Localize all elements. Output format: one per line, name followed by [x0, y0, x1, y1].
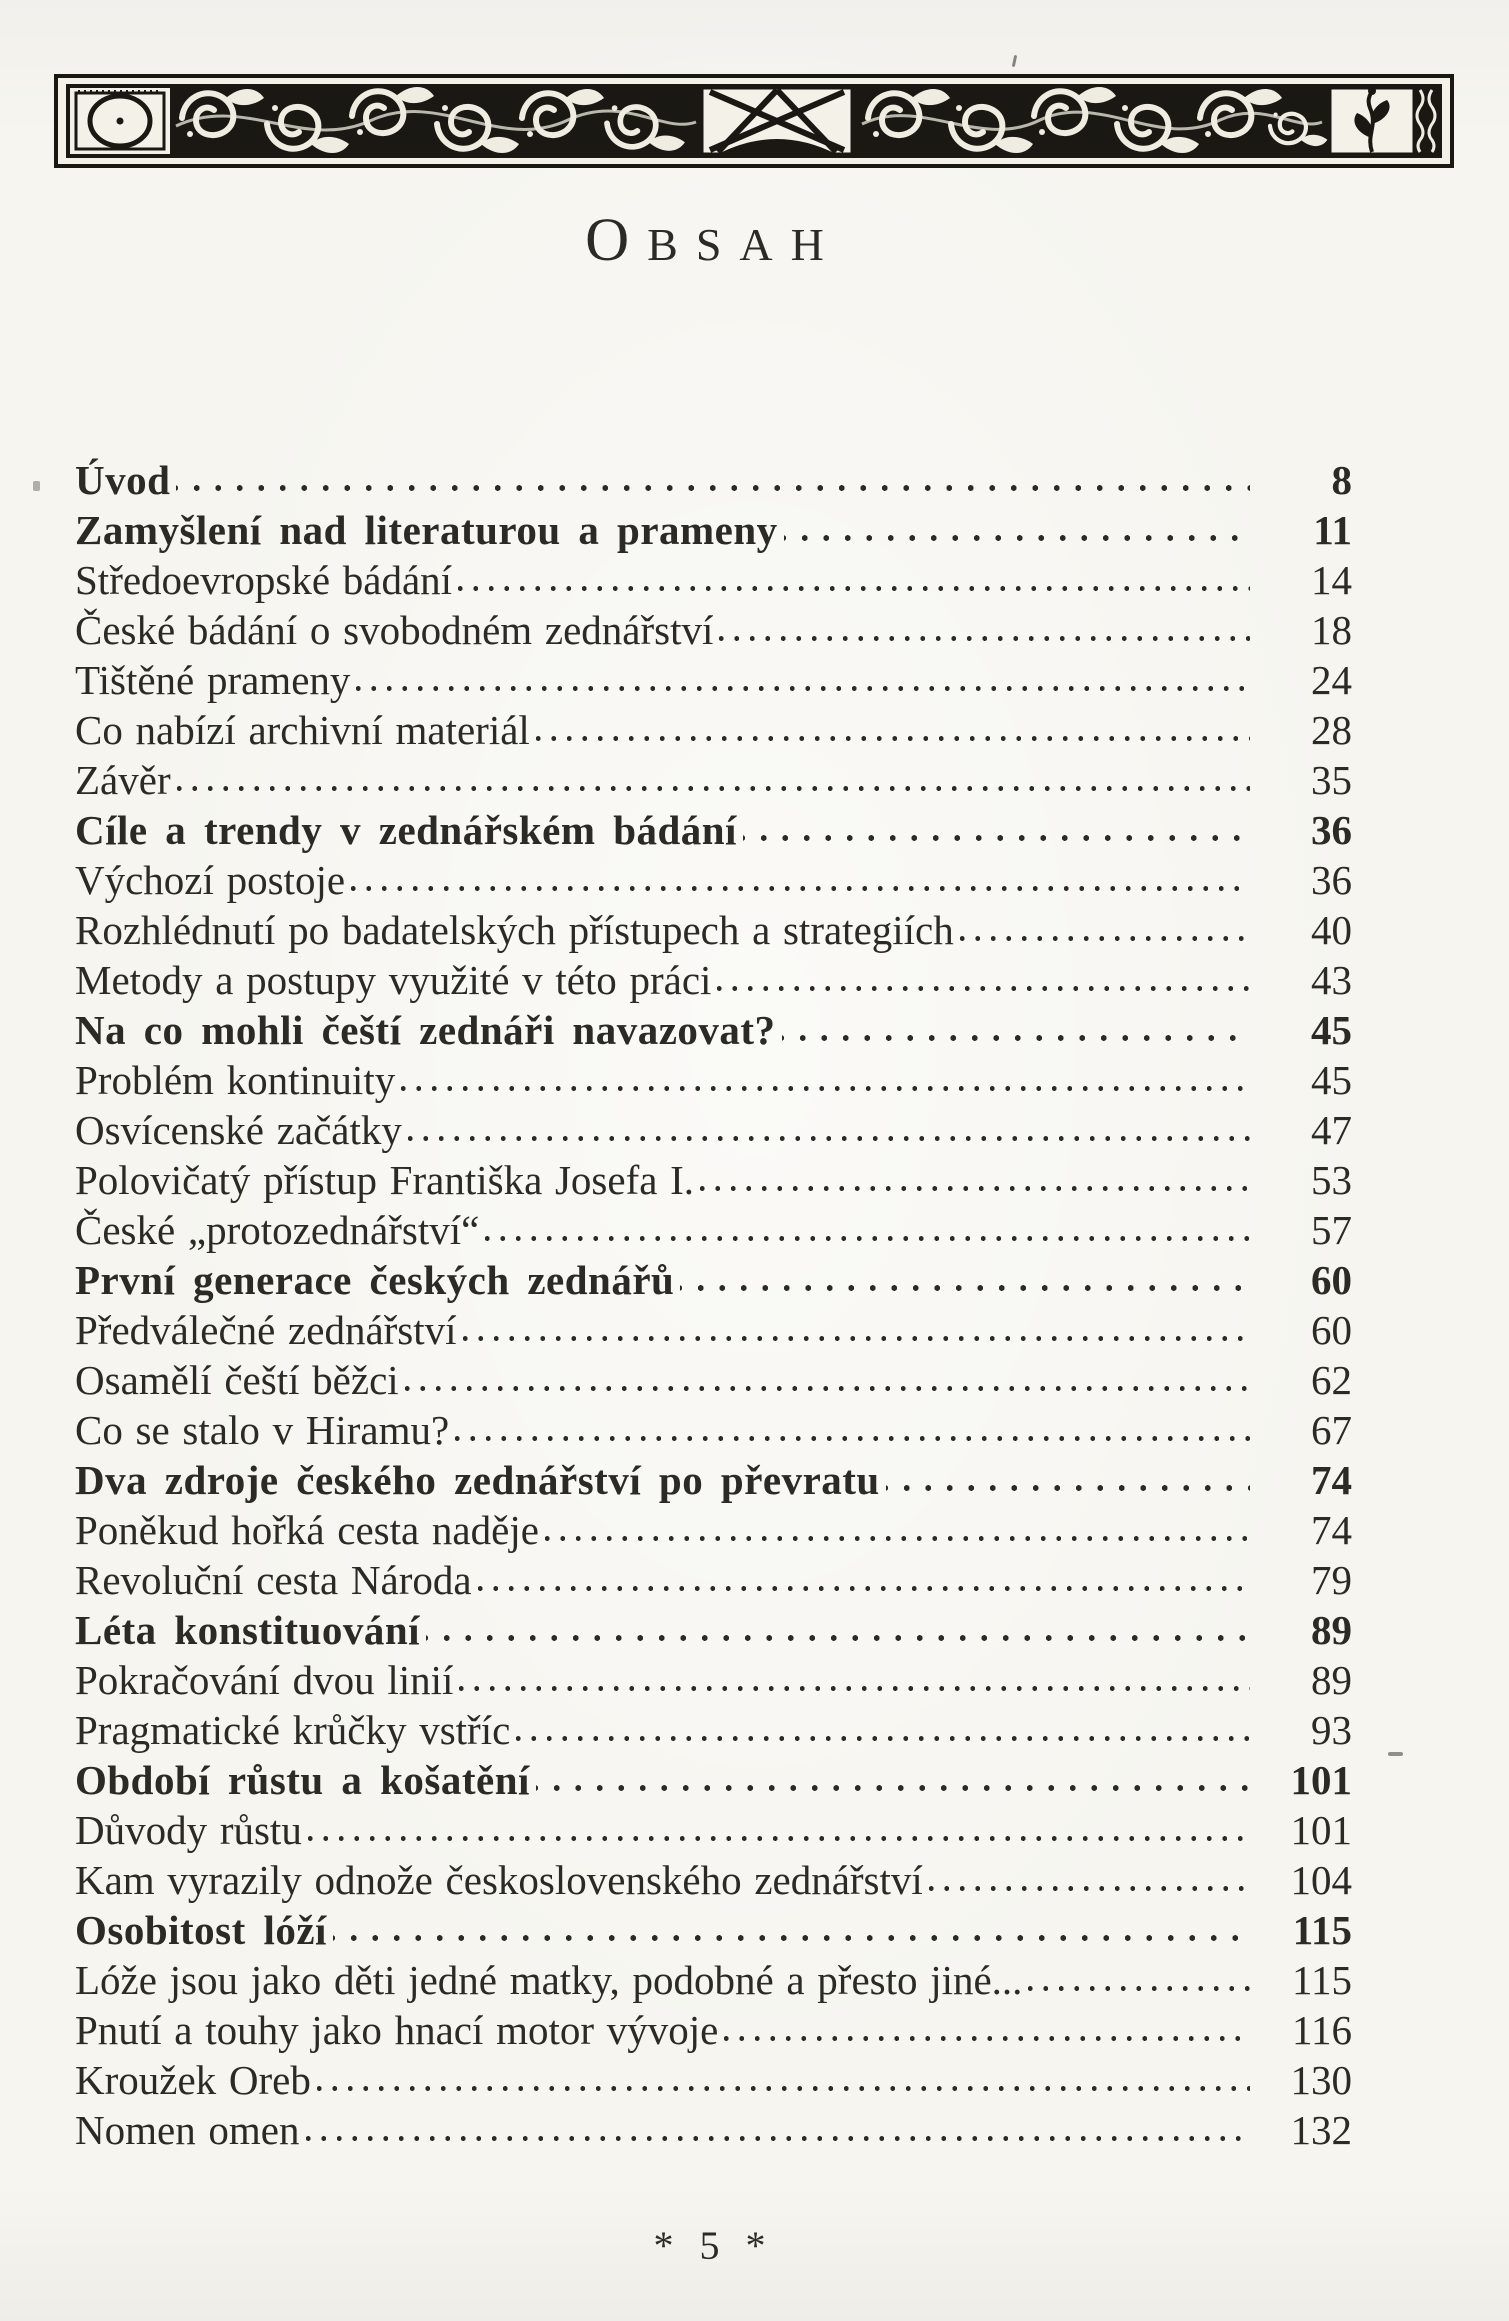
- toc-entry-page: 36: [1311, 857, 1352, 903]
- toc-entry: [75, 655, 1352, 705]
- toc-entry: [75, 505, 1352, 555]
- dot-leader: [405, 1384, 1250, 1394]
- toc-entry-label: Předválečné zednářství: [75, 1307, 457, 1353]
- toc-entry: [75, 605, 1352, 655]
- toc-entry: [75, 2105, 1352, 2155]
- dot-leader: [960, 934, 1250, 944]
- toc-entry-page: 57: [1311, 1207, 1352, 1253]
- toc-entry-label: Problém kontinuity: [75, 1057, 396, 1103]
- toc-entry-label: Úvod: [75, 457, 171, 503]
- dot-leader: [545, 1534, 1250, 1544]
- toc-entry-page: 47: [1311, 1107, 1352, 1153]
- ornament-banner-graphic: [54, 74, 1454, 168]
- toc-entry-label: Poněkud hořká cesta naděje: [75, 1507, 539, 1553]
- scan-artifact: [33, 481, 40, 491]
- dot-leader: [782, 1033, 1251, 1044]
- dot-leader: [536, 734, 1250, 744]
- toc-entry-label: Rozhlédnutí po badatelských přístupech a strategiích: [75, 907, 954, 953]
- toc-entry: [75, 1705, 1352, 1755]
- dot-leader: [306, 2134, 1251, 2144]
- toc-entry-page: 115: [1292, 1907, 1352, 1953]
- dot-leader: [408, 1134, 1250, 1144]
- dot-leader: [426, 1633, 1250, 1644]
- toc-entry-page: 60: [1311, 1307, 1352, 1353]
- toc-entry-page: 115: [1292, 1957, 1352, 2003]
- dot-leader: [351, 884, 1250, 894]
- toc-entry-page: 45: [1311, 1057, 1352, 1103]
- toc-entry: [75, 555, 1352, 605]
- dot-leader: [177, 784, 1250, 794]
- toc-entry: [75, 1905, 1352, 1955]
- toc-entry: [75, 455, 1352, 505]
- toc-entry-label: Kroužek Oreb: [75, 2057, 311, 2103]
- masonic-lattice-icon: [702, 88, 852, 154]
- toc-entry-page: 130: [1290, 2057, 1352, 2103]
- dot-leader: [455, 1434, 1250, 1444]
- toc-entry-page: 74: [1311, 1507, 1352, 1553]
- dot-leader: [401, 1084, 1250, 1094]
- toc-entry: [75, 1205, 1352, 1255]
- dot-leader: [1028, 1984, 1250, 1994]
- dot-leader: [929, 1884, 1250, 1894]
- toc-entry-label: Osobitost lóží: [75, 1907, 327, 1953]
- ornament-banner: [54, 74, 1454, 168]
- toc-entry-page: 18: [1311, 607, 1352, 653]
- toc-entry-label: Pragmatické krůčky vstříc: [75, 1707, 511, 1753]
- toc-entry: [75, 1655, 1352, 1705]
- toc-entry-label: Cíle a trendy v zednářském bádání: [75, 807, 737, 853]
- toc-entry-label: Osvícenské začátky: [75, 1107, 402, 1153]
- toc-entry-page: 14: [1311, 557, 1352, 603]
- toc-entry-page: 43: [1311, 957, 1352, 1003]
- toc-entry-label: Polovičatý přístup Františka Josefa I.: [75, 1157, 695, 1203]
- dot-leader: [743, 833, 1250, 844]
- dot-leader: [333, 1933, 1250, 1944]
- toc-entry-page: 116: [1292, 2007, 1352, 2053]
- toc-entry: [75, 1305, 1352, 1355]
- toc-entry-label: Nomen omen: [75, 2107, 300, 2153]
- toc-entry: [75, 1355, 1352, 1405]
- toc-entry-page: 40: [1311, 907, 1352, 953]
- toc-entry-label: Období růstu a košatění: [75, 1757, 530, 1803]
- toc-entry-page: 24: [1311, 657, 1352, 703]
- dot-leader: [784, 533, 1250, 544]
- toc-entry-label: České „protozednářství“: [75, 1207, 480, 1253]
- dot-leader: [700, 1184, 1250, 1194]
- toc-entry-label: Co nabízí archivní materiál: [75, 707, 530, 753]
- toc-entry-page: 79: [1311, 1557, 1352, 1603]
- scan-artifact: [1388, 1752, 1403, 1756]
- dot-leader: [516, 1734, 1250, 1744]
- dot-leader: [886, 1483, 1250, 1494]
- toc-entry-label: Co se stalo v Hiramu?: [75, 1407, 450, 1453]
- toc-entry-label: Pnutí a touhy jako hnací motor vývoje: [75, 2007, 719, 2053]
- toc-entry-page: 132: [1290, 2107, 1352, 2153]
- dot-leader: [459, 1684, 1250, 1694]
- toc-entry: [75, 1455, 1352, 1505]
- dot-leader: [717, 984, 1250, 994]
- toc-entry-label: První generace českých zednářů: [75, 1257, 675, 1303]
- toc-entry: [75, 1605, 1352, 1655]
- toc-entry-label: Léta konstituování: [75, 1607, 421, 1653]
- toc-entry-page: 8: [1331, 457, 1352, 503]
- dot-leader: [356, 684, 1250, 694]
- toc-entry: [75, 955, 1352, 1005]
- toc-entry-page: 93: [1311, 1707, 1352, 1753]
- toc-entry: [75, 1105, 1352, 1155]
- toc-entry: [75, 1855, 1352, 1905]
- dot-leader: [463, 1334, 1250, 1344]
- toc-entry-page: 101: [1290, 1807, 1352, 1853]
- toc-entry-page: 60: [1311, 1257, 1352, 1303]
- toc-entry-label: Dva zdroje českého zednářství po převratu: [75, 1457, 880, 1503]
- toc-entry: [75, 2055, 1352, 2105]
- toc-entry: [75, 1405, 1352, 1455]
- toc-entry-page: 53: [1311, 1157, 1352, 1203]
- toc-entry-page: 104: [1290, 1857, 1352, 1903]
- toc-entry-page: 28: [1311, 707, 1352, 753]
- toc-entry-label: Metody a postupy využité v této práci: [75, 957, 712, 1003]
- scan-artifact: [1012, 55, 1017, 67]
- toc-entry-page: 36: [1311, 807, 1352, 853]
- dot-leader: [176, 483, 1250, 494]
- toc-entry-label: Středoevropské bádání: [75, 557, 453, 603]
- toc-entry: [75, 705, 1352, 755]
- dot-leader: [724, 2034, 1250, 2044]
- toc-entry: [75, 1255, 1352, 1305]
- toc-entry-label: Revoluční cesta Národa: [75, 1557, 472, 1603]
- toc-entry-label: Osamělí čeští běžci: [75, 1357, 399, 1403]
- toc-entry-page: 74: [1311, 1457, 1352, 1503]
- toc-entry-page: 89: [1311, 1607, 1352, 1653]
- toc-entry-page: 101: [1290, 1757, 1352, 1803]
- toc-entry-label: Zamyšlení nad literaturou a prameny: [75, 507, 778, 553]
- toc-entry: [75, 1055, 1352, 1105]
- toc-entry: [75, 755, 1352, 805]
- toc-entry: [75, 805, 1352, 855]
- toc-entry-label: Výchozí postoje: [75, 857, 346, 903]
- circle-medallion-icon: [70, 88, 170, 154]
- dot-leader: [458, 584, 1250, 594]
- toc-entry-page: 11: [1313, 507, 1352, 553]
- dot-leader: [317, 2084, 1250, 2094]
- page-number-footer: * 5 *: [653, 2223, 774, 2268]
- toc-entry-page: 67: [1311, 1407, 1352, 1453]
- dot-leader: [308, 1834, 1250, 1844]
- toc-entry-label: Tištěné prameny: [75, 657, 351, 703]
- toc-entry-page: 62: [1311, 1357, 1352, 1403]
- dot-leader: [485, 1234, 1250, 1244]
- dot-leader: [478, 1584, 1250, 1594]
- toc-entry: [75, 855, 1352, 905]
- toc-entry-label: Důvody růstu: [75, 1807, 302, 1853]
- toc-entry-label: Závěr: [75, 757, 171, 803]
- toc-entry-label: Pokračování dvou linií: [75, 1657, 454, 1703]
- toc-entry: [75, 2005, 1352, 2055]
- toc-entry: [75, 1955, 1352, 2005]
- page-title-initial: O: [585, 207, 648, 274]
- page-title-rest: BSAH: [647, 219, 842, 270]
- toc-entry: [75, 1505, 1352, 1555]
- toc-entry: [75, 905, 1352, 955]
- toc-entry-page: 89: [1311, 1657, 1352, 1703]
- toc-entry: [75, 1005, 1352, 1055]
- toc-entry: [75, 1555, 1352, 1605]
- page-title: [75, 206, 1352, 284]
- toc-entry-page: 45: [1311, 1007, 1352, 1053]
- dot-leader: [536, 1783, 1250, 1794]
- toc-entry: [75, 1155, 1352, 1205]
- toc-entry: [75, 1755, 1352, 1805]
- toc-entry-page: 35: [1311, 757, 1352, 803]
- table-of-contents: [75, 455, 1352, 2155]
- dot-leader: [680, 1283, 1250, 1294]
- toc-entry-label: České bádání o svobodném zednářství: [75, 607, 714, 653]
- toc-entry-label: Kam vyrazily odnože československého zednářství: [75, 1857, 923, 1903]
- dot-leader: [719, 634, 1250, 644]
- toc-entry-label: Na co mohli čeští zednáři navazovat?: [75, 1007, 776, 1053]
- toc-entry: [75, 1805, 1352, 1855]
- toc-entry-label: Lóže jsou jako děti jedné matky, podobné a přesto jiné...: [75, 1957, 1023, 2003]
